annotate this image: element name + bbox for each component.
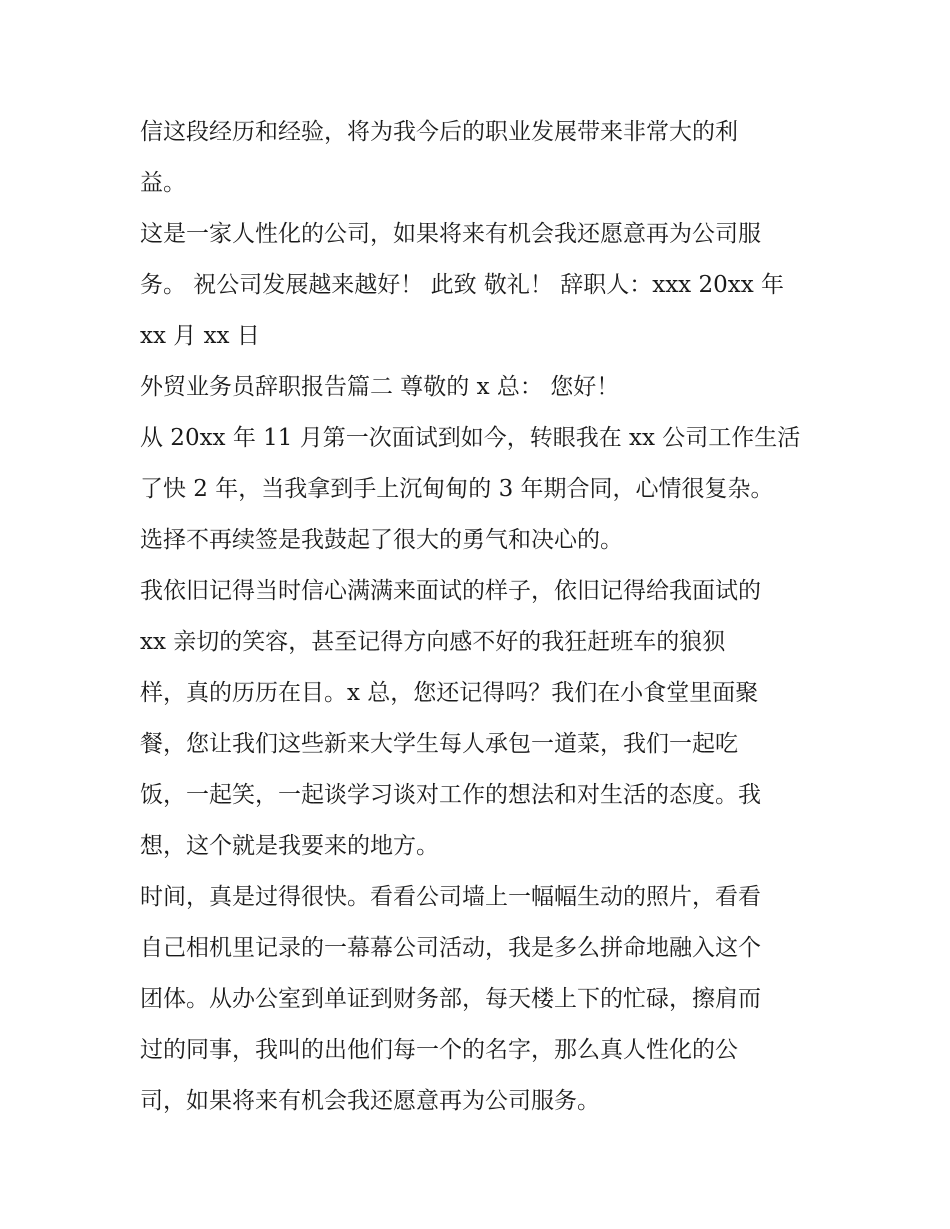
text-line: xx 亲切的笑容，甚至记得方向感不好的我狂赶班车的狼狈 (140, 629, 726, 655)
body-text (140, 107, 820, 1127)
text-line: 想，这个就是我要来的地方。 (140, 833, 439, 859)
text-line: 选择不再续签是我鼓起了很大的勇气和决心的。 (140, 527, 623, 553)
text-line: 我依旧记得当时信心满满来面试的样子，依旧记得给我面试的 (140, 578, 761, 604)
text-line: 从 20xx 年 11 月第一次面试到如今，转眼我在 xx 公司工作生活 (140, 425, 801, 451)
text-line: 时间，真是过得很快。看看公司墙上一幅幅生动的照片，看看 (140, 884, 761, 910)
text-line: 样，真的历历在目。x 总，您还记得吗？我们在小食堂里面聚 (140, 680, 759, 706)
text-line: 这是一家人性化的公司，如果将来有机会我还愿意再为公司服 (140, 221, 761, 247)
text-line: 信这段经历和经验，将为我今后的职业发展带来非常大的利 (140, 119, 738, 145)
text-line: 自己相机里记录的一幕幕公司活动，我是多么拼命地融入这个 (140, 935, 761, 961)
section-heading-line: 外贸业务员辞职报告篇二 尊敬的 x 总： 您好！ (140, 374, 620, 400)
text-line: 过的同事，我叫的出他们每一个的名字，那么真人性化的公 (140, 1037, 738, 1063)
text-line: xx 月 xx 日 (140, 323, 260, 349)
text-line: 团体。从办公室到单证到财务部，每天楼上下的忙碌，擦肩而 (140, 986, 761, 1012)
text-line: 餐，您让我们这些新来大学生每人承包一道菜，我们一起吃 (140, 731, 738, 757)
text-line: 饭，一起笑，一起谈学习谈对工作的想法和对生活的态度。我 (140, 782, 761, 808)
text-line: 务。 祝公司发展越来越好！ 此致 敬礼！ 辞职人：xxx 20xx 年 (140, 272, 784, 298)
text-line: 益。 (140, 170, 186, 196)
text-line: 司，如果将来有机会我还愿意再为公司服务。 (140, 1088, 600, 1114)
text-line: 了快 2 年，当我拿到手上沉甸甸的 3 年期合同，心情很复杂。 (140, 476, 774, 502)
